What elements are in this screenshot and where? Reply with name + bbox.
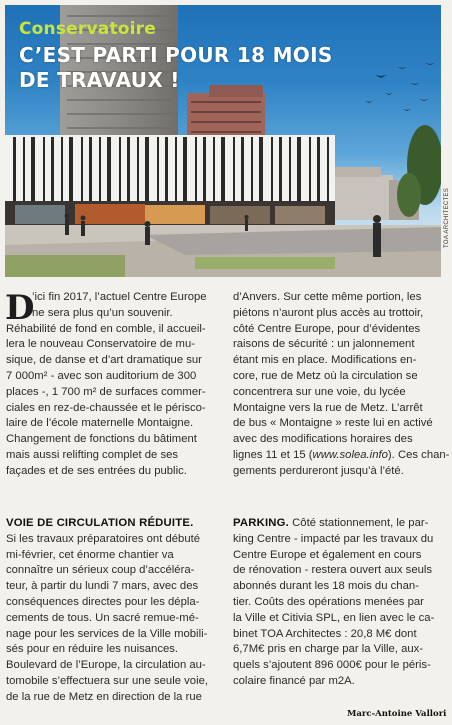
- text-line: Changement de fonctions du bâtiment: [6, 433, 197, 446]
- text-line: cements de tous. Un sacré remue-mé-: [6, 611, 199, 624]
- text-line: façades et de ses entrées du public.: [6, 464, 187, 477]
- text-line: colaire financé par m2A.: [233, 674, 355, 687]
- text-line: tomobile s’effectuera sur une seule voie,: [6, 674, 208, 687]
- text-line: de la rue de Metz en direction de la rue: [6, 690, 202, 703]
- text-line: d’Anvers. Sur cette même portion, les: [233, 291, 422, 303]
- text-line: teur, à partir du lundi 7 mars, avec des: [6, 580, 199, 593]
- text-line: Centre Europe et également en cours: [233, 548, 422, 561]
- text-line: Boulevard de l’Europe, la circulation au-: [6, 659, 206, 672]
- text-line: mi-février, cet énorme chantier va: [6, 548, 174, 561]
- text-line: gements perdureront jusqu’à l’été.: [233, 464, 404, 477]
- text-line: raisons de sécurité : un jalonnement: [233, 338, 415, 351]
- text-line: ciales en rez-de-chaussée et le périsco-: [6, 401, 206, 414]
- text-line: ’ici fin 2017, l’actuel Centre Europe: [32, 291, 207, 303]
- drop-cap: D: [5, 288, 35, 328]
- text-line: [233, 516, 434, 532]
- text-line: nage pour les services de la Ville mobili-: [6, 627, 208, 640]
- text-line: sique, de danse et d’art dramatique sur: [6, 354, 202, 367]
- text-line: binet TOA Architectes : 20,8 M€ dont: [233, 627, 417, 640]
- text-fragment: ). Ces chan-: [387, 448, 450, 461]
- text-line: Si les travaux préparatoires ont débuté: [6, 532, 201, 545]
- parking-section: [233, 516, 434, 690]
- voie-section: [6, 516, 208, 706]
- text-line: Montaigne vers la rue de Metz. L’arrêt: [233, 401, 423, 414]
- text-line: concentrera sur une voie, du lycée: [233, 385, 406, 398]
- text-line: 7 000m² - avec son auditorium de 300: [6, 369, 197, 382]
- author-byline: Marc-Antoine Vallori: [347, 709, 447, 719]
- kicker-label: Conservatoire: [19, 19, 156, 39]
- text-line: de bus « Montaigne » reste lui en activé: [233, 417, 433, 430]
- text-line: de rénovation - restera ouvert aux seuls: [233, 564, 433, 577]
- text-line: sés pour en réduire les nuisances.: [6, 643, 179, 656]
- text-line: conséquences directes pour les dépla-: [6, 595, 200, 608]
- solea-link[interactable]: www.solea.info: [312, 448, 388, 461]
- text-line: quels s’ajoutent 896 000€ pour le péris-: [233, 659, 431, 672]
- text-fragment: lignes 11 et 15 (: [233, 448, 313, 461]
- photo-credit-text: TOA ARCHITECTES: [444, 187, 450, 248]
- text-line: abonnés durant les 18 mois du chan-: [233, 580, 419, 593]
- text-line: places -, 1 700 m² de surfaces commer-: [6, 385, 206, 398]
- text-line: 6,7M€ pris en charge par la Ville, aux-: [233, 643, 424, 656]
- text-line: laire de l’école maternelle Montaigne.: [6, 417, 194, 430]
- headline-line-1: C’EST PARTI POUR 18 MOIS: [19, 43, 333, 67]
- text-line: core, rue de Metz où la circulation se: [233, 369, 418, 382]
- text-line: mais aussi relifting complet de ses: [6, 448, 179, 461]
- headline-line-2: DE TRAVAUX !: [19, 68, 180, 92]
- text-line: côté Centre Europe, pour d’évidentes: [233, 322, 421, 335]
- text-line: la Ville et Citivia SPL, en lien avec le ca-: [233, 611, 435, 624]
- text-line: ne sera plus qu’un souvenir.: [32, 306, 173, 319]
- text-line: [233, 448, 449, 464]
- section-heading: PARKING.: [233, 517, 289, 529]
- text-fragment: Côté stationnement, le par-: [289, 517, 429, 529]
- text-line: tier. Coûts des opérations menées par: [233, 595, 424, 608]
- text-line: étant mis en place. Modifications en-: [233, 354, 417, 367]
- text-line: piétons n’auront plus accès au trottoir,: [233, 306, 424, 319]
- text-line: lera le nouveau Conservatoire de mu-: [6, 338, 196, 351]
- text-line: avec des modifications horaires des: [233, 433, 413, 446]
- text-line: king Centre - impacté par les travaux du: [233, 532, 434, 545]
- section-heading: VOIE DE CIRCULATION RÉDUITE.: [6, 517, 194, 529]
- hero-rendering-image: [5, 5, 441, 277]
- text-line: connaître un sérieux coup d’accéléra-: [6, 564, 195, 577]
- intro-paragraph: [6, 290, 207, 480]
- text-line: Réhabilité de fond en comble, il accueil-: [6, 322, 206, 335]
- continuation-paragraph: [233, 290, 449, 480]
